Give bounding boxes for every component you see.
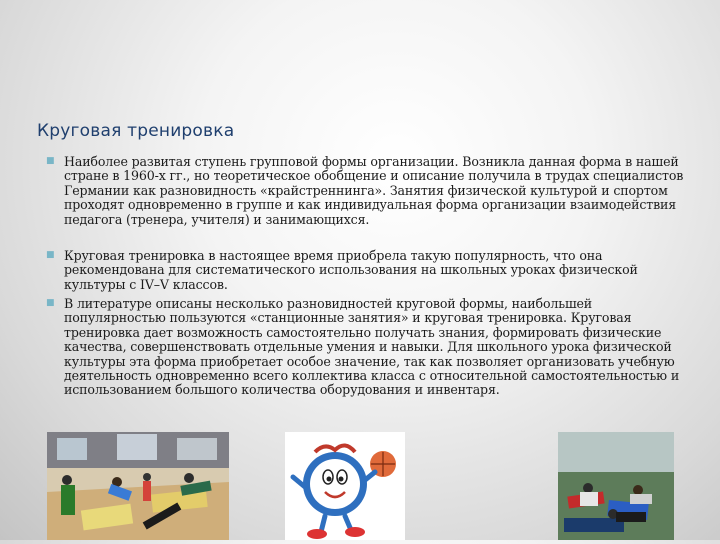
bullet-list — [44, 155, 684, 398]
bullet-item-1 — [44, 155, 684, 249]
square-bullet-icon: ■ — [46, 298, 55, 308]
bullet-text-1: Наиболее развитая ступень групповой формы организации. Возникла данная форма в нашей стране в 1960-х гг., но теоретическое обобщение и описание получила в трудах специалистов Германии как разновидность «крайстреннинга». Занятия физической культурой и спортом проходят одновременно в группе и как индивидуальная форма организации взаимодействия педагога (тренера, учителя) и занимающихся. — [64, 154, 684, 227]
bullet-text-2: Круговая тренировка в настоящее время приобрела такую популярность, что она рекомендована для систематического использования на школьных уроках физической культуры с IV–V классов. — [64, 248, 638, 292]
gym-photo-left — [47, 432, 229, 540]
bullet-text-3: В литературе описаны несколько разновидностей круговой формы, наибольшей популярностью пользуются «станционные занятия» и круговая тренировка. Круговая тренировка дает возможность самостоятельно получать знания, формировать физические качества, совершенствовать отдельные умения и навыки. Для школьного урока физической культуры эта форма приобретает особое значение, так как позволяет организовать учебную деятельность одновременно всего коллектива класса с относительной самостоятельностью и использованием большого количества оборудования и инвентаря. — [64, 296, 680, 398]
square-bullet-icon: ■ — [46, 250, 55, 260]
square-bullet-icon: ■ — [46, 156, 55, 166]
mascot-illustration — [285, 432, 405, 540]
gym-photo-right — [558, 432, 674, 540]
bullet-item-2 — [44, 249, 684, 297]
bullet-item-3 — [44, 297, 684, 398]
slide-title: Круговая тренировка — [37, 121, 235, 141]
